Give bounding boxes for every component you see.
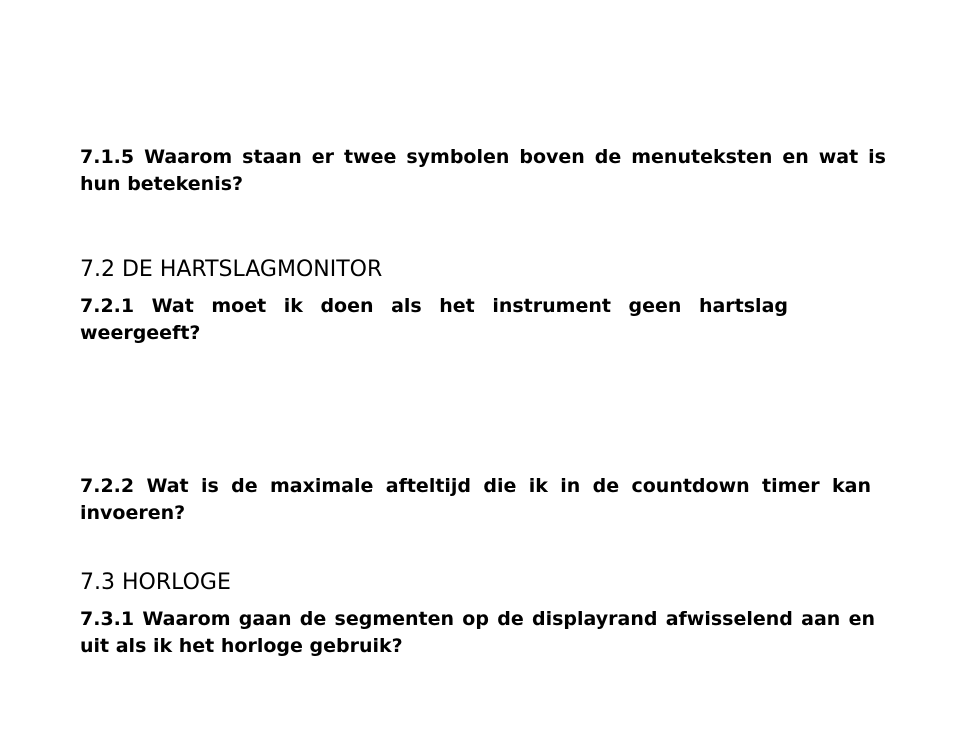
question-7-1-5: 7.1.5 Waarom staan er twee symbolen boven de menuteksten en wat is hun betekenis? xyxy=(80,146,886,195)
heading-7-3: 7.3 HORLOGE xyxy=(80,570,231,595)
heading-7-2: 7.2 DE HARTSLAGMONITOR xyxy=(80,257,383,282)
question-7-2-1: 7.2.1 Wat moet ik doen als het instrument geen hartslag weergeeft? xyxy=(80,295,788,344)
question-7-3-1: 7.3.1 Waarom gaan de segmenten op de displayrand afwisselend aan en uit als ik het horloge gebruik? xyxy=(80,608,875,657)
question-7-2-2: 7.2.2 Wat is de maximale afteltijd die ik in de countdown timer kan invoeren? xyxy=(80,475,871,524)
